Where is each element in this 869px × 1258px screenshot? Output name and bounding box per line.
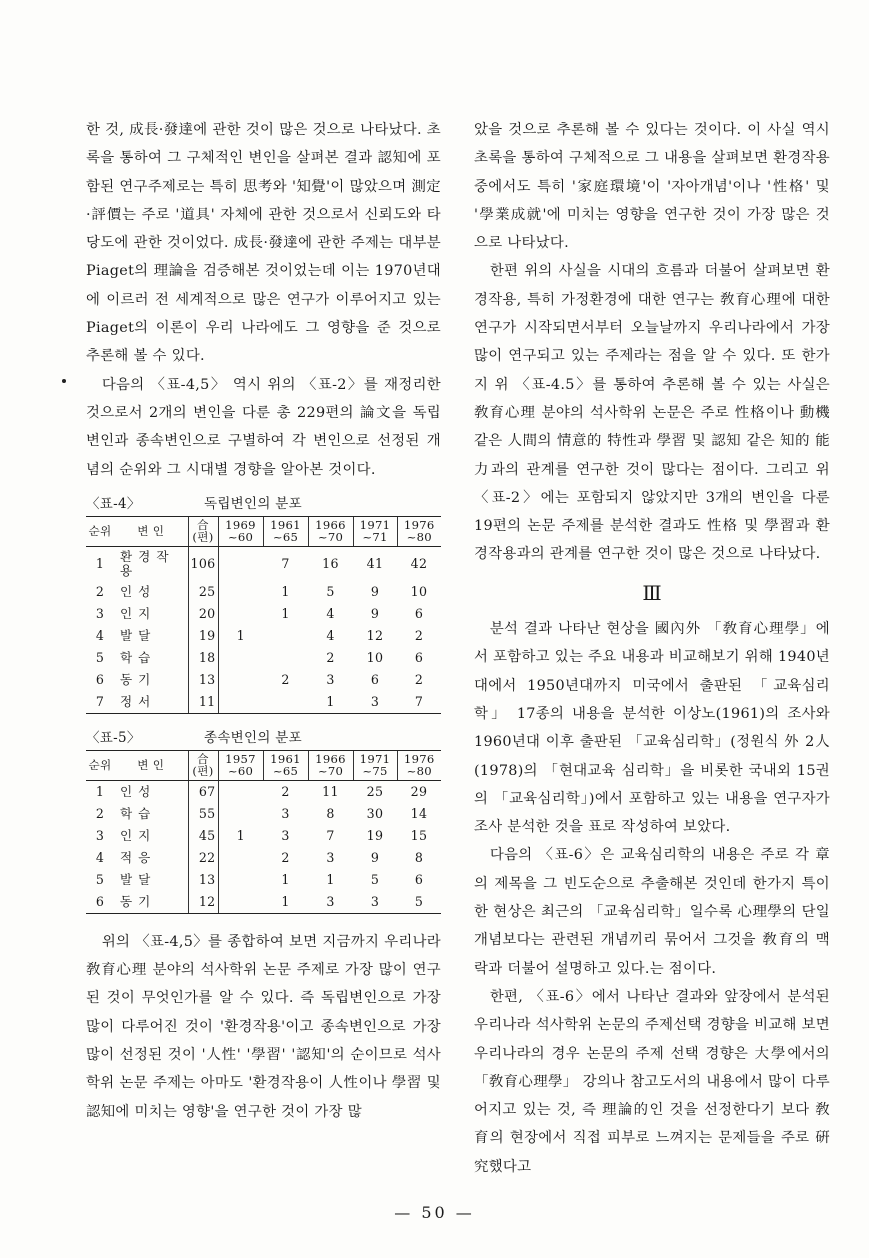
value-cell: 6 — [414, 871, 424, 887]
value-cell: 3 — [326, 849, 335, 865]
value-cell: 4 — [326, 605, 335, 621]
value-cell: 1 — [263, 891, 308, 914]
variable-cell: 발달 — [120, 627, 157, 643]
value-cell — [218, 847, 263, 869]
table-header-row — [86, 750, 441, 780]
value-cell: 1 — [308, 691, 353, 714]
paragraph: 다음의 〈표-4,5〉 역시 위의 〈표-2〉를 재정리한 것으로서 2개의 변인을 다룬 총 229편의 論文을 독립변인과 종속변인으로 구별하여 각 변인으로 선정된 개념의 순위와 그 시대별 경향을 알아본 것이다. — [86, 376, 441, 478]
value-cell: 3 — [281, 827, 290, 843]
value-cell: 4 — [95, 627, 105, 643]
value-cell — [218, 691, 263, 714]
value-cell: 30 — [366, 805, 384, 821]
value-cell: 29 — [410, 783, 428, 799]
table-independent-variables — [86, 516, 441, 714]
table-caption — [86, 728, 441, 748]
value-cell: 9 — [370, 849, 380, 865]
value-cell: 45 — [188, 825, 218, 847]
value-cell: 2 — [281, 849, 290, 865]
value-cell: 2 — [95, 805, 105, 821]
paragraph: 한편, 〈표-6〉에서 나타난 결과와 앞장에서 분석된 우리나라 석사학위 논문의 주제선택 경향을 비교해 보면 우리나라의 경우 논문의 주제 선택 경향은 大學에서의 「敎育心理學」 강의나 참고도서의 내용에서 많이 다루어지고 있는 것, 즉 理論的인 것을 선정한다기 보다 敎育의 현장에서 직접 피부로 느껴지는 문제들을 주로 硏究했다고 — [474, 988, 830, 1175]
value-cell: 1 — [218, 625, 263, 647]
value-cell: 8 — [414, 849, 424, 865]
value-cell: 2 — [281, 783, 290, 799]
page-number: — 50 — — [394, 1203, 475, 1222]
table-title: 독립변인의 분포 — [204, 495, 302, 512]
value-cell — [218, 546, 263, 581]
table-row — [86, 803, 441, 825]
variable-cell: 환경작용 — [120, 548, 175, 578]
value-cell — [218, 603, 263, 625]
value-cell: 1 — [281, 871, 290, 887]
value-cell: 3 — [281, 805, 290, 821]
table-row — [86, 625, 441, 647]
value-cell — [218, 647, 263, 669]
value-cell: 106 — [188, 546, 218, 581]
column-header: 1966 ~70 — [308, 516, 353, 546]
column-header: 변 인 — [114, 516, 188, 546]
table-row — [86, 780, 441, 803]
value-cell: 5 — [95, 649, 105, 665]
value-cell: 4 — [95, 849, 105, 865]
value-cell: 2 — [326, 649, 335, 665]
column-header: 1957 ~60 — [218, 750, 263, 780]
table-row — [86, 825, 441, 847]
column-header: 1961 ~65 — [263, 516, 308, 546]
value-cell: 3 — [353, 691, 397, 714]
value-cell: 9 — [370, 583, 380, 599]
value-cell: 18 — [188, 647, 218, 669]
value-cell: 6 — [370, 671, 380, 687]
value-cell: 20 — [188, 603, 218, 625]
variable-cell: 정서 — [114, 691, 188, 714]
variable-cell: 학습 — [120, 649, 157, 665]
value-cell: 1 — [281, 605, 290, 621]
value-cell: 11 — [188, 691, 218, 714]
value-cell: 42 — [410, 555, 428, 571]
column-header: 1961 ~65 — [263, 750, 308, 780]
table-row — [86, 647, 441, 669]
speck — [62, 379, 66, 383]
value-cell: 5 — [370, 871, 380, 887]
paragraph: 한 것, 成長·發達에 관한 것이 많은 것으로 나타났다. 초록을 통하여 그 구체적인 변인을 살펴본 결과 認知에 포함된 연구주제로는 특히 思考와 '知覺'이 많았으며 測定·評價는 주로 '道具' 자체에 관한 것으로서 신뢰도와 타당도에 관한 것이었다. 成長·發達에 관한 주제는 대부분 Piaget의 理論을 검증해본 것이었는데 이는 1970년대에 이르러 전 세계적으로 많은 연구가 이루어지고 있는 Piaget의 이론이 우리 나라에도 그 영향을 준 것으로 추론해 볼 수 있다. — [86, 122, 441, 365]
value-cell: 8 — [326, 805, 335, 821]
value-cell: 25 — [188, 581, 218, 603]
value-cell — [263, 691, 308, 714]
column-header: 合(편) — [188, 516, 218, 546]
value-cell: 7 — [281, 555, 290, 571]
table-row — [86, 603, 441, 625]
value-cell: 19 — [366, 827, 384, 843]
value-cell: 41 — [366, 555, 384, 571]
table-row — [86, 847, 441, 869]
variable-cell: 동기 — [120, 671, 157, 687]
value-cell: 25 — [366, 783, 384, 799]
column-header: 1971 ~75 — [353, 750, 397, 780]
right-column — [474, 116, 830, 1181]
value-cell: 2 — [281, 671, 290, 687]
value-cell — [218, 869, 263, 891]
value-cell: 6 — [95, 671, 105, 687]
table-number: 〈표-5〉 — [86, 729, 141, 746]
value-cell: 3 — [95, 827, 105, 843]
value-cell — [218, 669, 263, 691]
value-cell: 22 — [188, 847, 218, 869]
value-cell: 1 — [95, 783, 105, 799]
value-cell: 1 — [281, 583, 290, 599]
value-cell: 15 — [410, 827, 428, 843]
value-cell: 12 — [366, 627, 384, 643]
variable-cell: 인지 — [120, 827, 157, 843]
column-header: 1971 ~71 — [353, 516, 397, 546]
value-cell: 5 — [95, 871, 105, 887]
value-cell: 13 — [188, 869, 218, 891]
value-cell: 1 — [326, 871, 335, 887]
column-header: 1969 ~60 — [218, 516, 263, 546]
variable-cell: 적응 — [120, 849, 157, 865]
table-row — [86, 669, 441, 691]
value-cell: 2 — [414, 627, 424, 643]
table-row — [86, 869, 441, 891]
value-cell: 13 — [188, 669, 218, 691]
table-row — [86, 691, 441, 714]
table-row — [86, 891, 441, 914]
variable-cell: 동기 — [114, 891, 188, 914]
value-cell: 6 — [414, 605, 424, 621]
value-cell: 6 — [86, 891, 114, 914]
column-header: 변 인 — [114, 750, 188, 780]
section-heading: Ⅲ — [642, 580, 662, 605]
column-header: 1976 ~80 — [397, 750, 441, 780]
value-cell: 2 — [95, 583, 105, 599]
left-column — [86, 116, 441, 1126]
column-header: 1976 ~80 — [397, 516, 441, 546]
paragraph: 분석 결과 나타난 현상을 國內外 「敎育心理學」에서 포함하고 있는 주요 내용과 비교해보기 위해 1940년대에서 1950년대까지 미국에서 출판된 「교육심리학」 17종의 내용을 분석한 이상노(1961)의 조사와 1960년대 이후 출판된 「교육심리학」(정원식 外 2人(1978)의 「현대교육 심리학」을 비롯한 국내외 15권의 「교육심리학」)에서 포함하고 있는 내용을 연구자가 조사 분석한 것을 표로 작성하여 보았다. — [474, 621, 830, 836]
value-cell: 3 — [353, 891, 397, 914]
value-cell — [263, 647, 308, 669]
variable-cell: 인성 — [120, 783, 157, 799]
paragraph: 한편 위의 사실을 시대의 흐름과 더불어 살펴보면 환경작용, 특히 가정환경에 대한 연구는 敎育心理에 대한 연구가 시작되면서부터 오늘날까지 우리나라에서 가장 많이 연구되고 있는 주제라는 점을 알 수 있다. 또 한가지 위 〈표-4.5〉를 통하여 추론해 볼 수 있는 사실은 敎育心理 분야의 석사학위 논문은 주로 性格이나 動機 같은 人間의 情意的 特性과 學習 및 認知 같은 知的 能力과의 관계를 연구한 것이 많다는 점이다. 그리고 위 〈표-2〉에는 포함되지 않았지만 3개의 변인을 다룬 19편의 논문 주제를 분석한 결과도 性格 및 學習과 환경작용과의 관계를 연구한 것이 많은 것으로 나타났다. — [474, 263, 830, 563]
variable-cell: 인지 — [120, 605, 157, 621]
column-header: 순위 — [86, 750, 114, 780]
value-cell: 12 — [188, 891, 218, 914]
value-cell: 3 — [95, 605, 105, 621]
value-cell: 16 — [322, 555, 339, 571]
variable-cell: 학습 — [120, 805, 157, 821]
value-cell — [218, 891, 263, 914]
value-cell: 7 — [86, 691, 114, 714]
value-cell: 10 — [366, 649, 384, 665]
column-header: 合(편) — [188, 750, 218, 780]
value-cell — [263, 625, 308, 647]
value-cell — [218, 581, 263, 603]
variable-cell: 발달 — [120, 871, 157, 887]
value-cell: 1 — [95, 555, 105, 571]
value-cell: 10 — [410, 583, 428, 599]
table-row — [86, 546, 441, 581]
value-cell: 7 — [326, 827, 335, 843]
value-cell: 7 — [397, 691, 441, 714]
value-cell: 6 — [414, 649, 424, 665]
paragraph: 았을 것으로 추론해 볼 수 있다는 것이다. 이 사실 역시 초록을 통하여 구체적으로 그 내용을 살펴보면 환경작용 중에서도 특히 '家庭環境'이 '자아개념'이나 '性格' 및 '學業成就'에 미치는 영향을 연구한 것이 가장 많은 것으로 나타났다. — [474, 122, 830, 252]
value-cell: 14 — [410, 805, 428, 821]
paragraph: 위의 〈표-4,5〉를 종합하여 보면 지금까지 우리나라 敎育心理 분야의 석사학위 논문 주제로 가장 많이 연구된 것이 무엇인가를 알 수 있다. 즉 독립변인으로 가장 많이 다루어진 것이 '환경작용'이고 종속변인으로 가장 많이 선정된 것이 '人性' '學習' '認知'의 순이므로 석사학위 논문 주제는 아마도 '환경작용이 人性이나 學習 및 認知에 미치는 영향'을 연구한 것이 가장 많 — [86, 933, 441, 1120]
column-header: 순위 — [86, 516, 114, 546]
value-cell: 55 — [188, 803, 218, 825]
table-header-row — [86, 516, 441, 546]
table-dependent-variables — [86, 750, 441, 914]
value-cell: 5 — [397, 891, 441, 914]
table-number: 〈표-4〉 — [86, 495, 141, 512]
value-cell: 3 — [308, 891, 353, 914]
value-cell — [218, 803, 263, 825]
table-title: 종속변인의 분포 — [204, 729, 302, 746]
value-cell: 11 — [322, 783, 339, 799]
value-cell: 1 — [218, 825, 263, 847]
value-cell: 19 — [188, 625, 218, 647]
value-cell: 4 — [326, 627, 335, 643]
value-cell: 9 — [370, 605, 380, 621]
value-cell: 3 — [326, 671, 335, 687]
variable-cell: 인성 — [120, 583, 157, 599]
value-cell — [218, 780, 263, 803]
table-row — [86, 581, 441, 603]
paragraph: 다음의 〈표-6〉은 교육심리학의 내용은 주로 각 章의 제목을 그 빈도순으로 추출해본 것인데 한가지 특이한 현상은 최근의 「교육심리학」일수록 心理學의 단일개념보다는 관련된 개념끼리 묶어서 그것을 敎育의 맥락과 더불어 설명하고 있다.는 점이다. — [474, 847, 830, 977]
value-cell: 2 — [414, 671, 424, 687]
table-caption — [86, 494, 441, 514]
column-header: 1966 ~70 — [308, 750, 353, 780]
value-cell: 5 — [326, 583, 335, 599]
value-cell: 67 — [188, 780, 218, 803]
